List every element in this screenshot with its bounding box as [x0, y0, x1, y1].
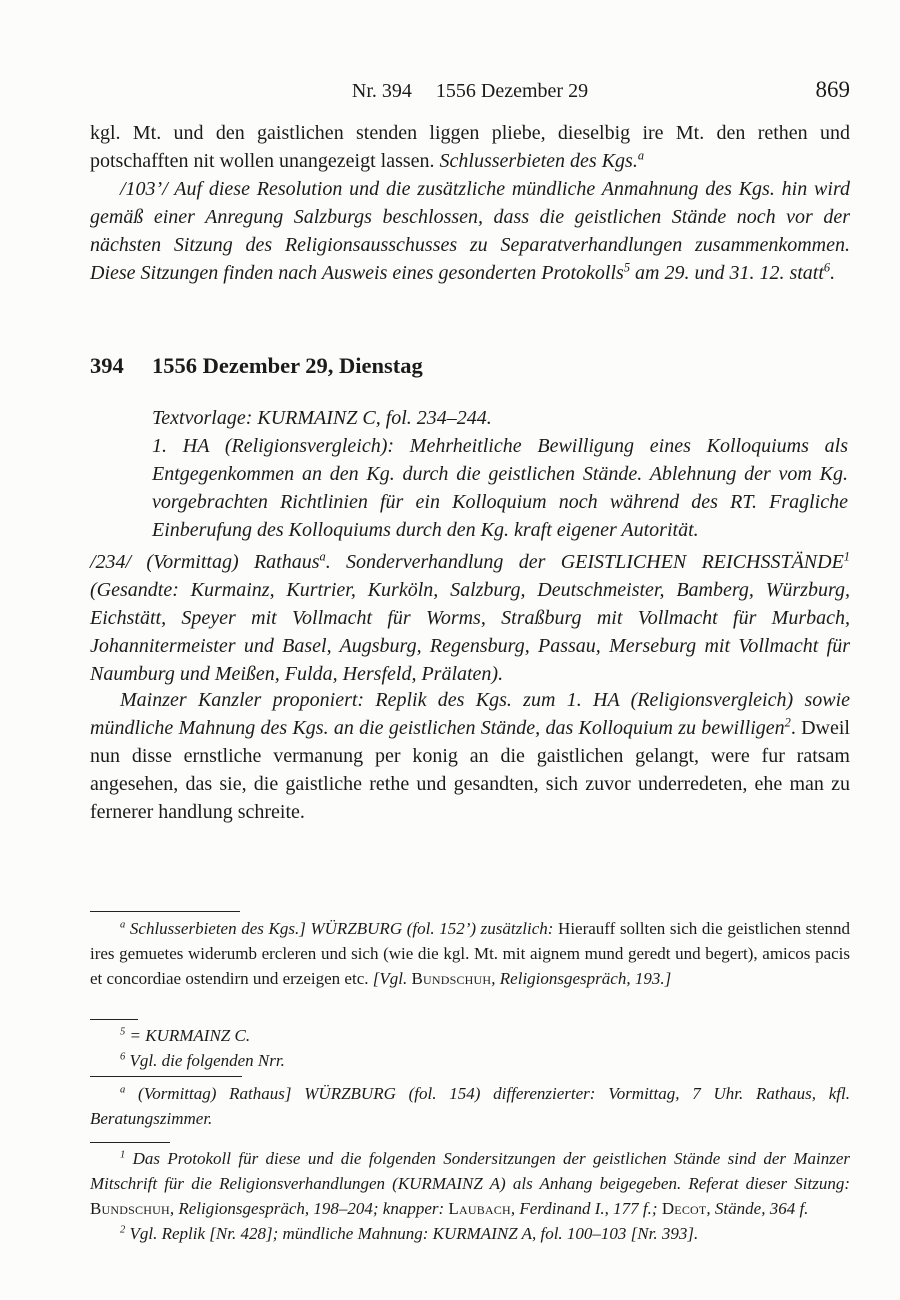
summary-text-3: .	[830, 262, 836, 284]
footnote-marker: a	[120, 919, 126, 931]
footnote-a1-quotation: Hierauff sollten sich die geistlichen stennd ires gemuetes widerumb ercleren und sich (wie die kgl. Mt. mit aignem mund geredt und begert), amicos pacis et concordiae ostendirn und erzeigen etc.	[90, 919, 851, 988]
footnote-a1-author: Bundschuh	[411, 969, 492, 988]
running-head-date: 1556 Dezember 29	[435, 80, 589, 102]
running-head	[90, 77, 850, 106]
footnote-marker: a	[637, 148, 645, 163]
footnote-a2	[90, 1081, 850, 1131]
source-note-block	[152, 404, 848, 544]
summary-text-1: /103’/ Auf diese Resolution und die zusätzliche mündliche Anmahnung des Kgs. hin wird gemäß einer Anregung Salzburgs beschlossen, dass die geistlichen Stände noch vor der nächsten Sitzung des Religionsausschusses zu Separatverhandlungen zusammenkommen. Diese Sitzungen finden nach Ausweis eines gesonderten Protokolls	[90, 178, 850, 284]
footnote-marker: 6	[120, 1051, 126, 1063]
footnote-1-author-1: Bundschuh	[90, 1199, 170, 1218]
footnote-5	[90, 1023, 850, 1048]
footnote-marker: 6	[823, 260, 831, 275]
proposition-roman-text: . Dweil nun disse ernstliche vermanung per konig an die gaistlichen gelangt, were fur ratsam angesehen, das sie, die gaistliche rethe und gesandten, sich zuvor underredeten, ehe man zu fernerer handlung schreite.	[90, 717, 850, 823]
footnote-2	[90, 1221, 850, 1246]
session-text-1: /234/ (Vormittag) Rathaus	[90, 551, 320, 573]
proposition-paragraph-block	[90, 686, 850, 826]
source-summary: 1. HA (Religionsvergleich): Mehrheitliche Bewilligung eines Kolloquiums als Entgegenkommen an den Kg. durch die geistlichen Stände. Ablehnung der vom Kg. vorgebrachten Richtlinien für ein Kolloquium noch während des RT. Fragliche Einberufung des Kolloquiums durch den Kg. kraft eigener Autorität.	[152, 435, 848, 541]
footnote-1-author-3: Decot	[661, 1199, 707, 1218]
footnote-5-text: = KURMAINZ C.	[129, 1026, 251, 1045]
page-number: 869	[815, 77, 850, 102]
continuation-paragraph	[90, 119, 850, 175]
footnote-rule	[90, 1076, 242, 1077]
continuation-roman-text: kgl. Mt. und den gaistlichen stenden liggen pliebe, dieselbig ire Mt. den rethen und potschafften nit wollen unangezeigt lassen.	[90, 122, 850, 172]
footnote-apparatus-a2	[90, 1081, 850, 1131]
session-paragraph	[90, 548, 850, 688]
footnote-6	[90, 1048, 850, 1073]
footnote-marker: a	[319, 549, 326, 564]
summary-paragraph	[90, 175, 850, 287]
running-head-entry-number: Nr. 394	[351, 80, 412, 102]
proposition-paragraph	[90, 686, 850, 826]
footnote-a2-text: (Vormittag) Rathaus] WÜRZBURG (fol. 154) differenzierter: Vormittag, 7 Uhr. Rathaus, kfl. Beratungszimmer.	[90, 1084, 851, 1128]
footnote-2-text: Vgl. Replik [Nr. 428]; mündliche Mahnung: KURMAINZ A, fol. 100–103 [Nr. 393].	[129, 1224, 699, 1243]
footnote-rule	[90, 1142, 170, 1143]
footnote-marker: 1	[843, 549, 850, 564]
footnote-1-author-2: Laubach	[448, 1199, 511, 1218]
entry-title: 1556 Dezember 29, Dienstag	[152, 353, 423, 378]
footnote-a1	[90, 916, 850, 991]
footnote-a1-ref-close: , Religionsgespräch, 193.]	[491, 969, 672, 988]
footnote-rule	[90, 911, 240, 912]
entry-number: 394	[90, 353, 124, 378]
footnote-marker: 1	[120, 1149, 126, 1161]
footnote-1	[90, 1146, 850, 1221]
running-head-title	[90, 80, 850, 103]
continuation-italic-text: Schlusserbieten des Kgs.	[439, 150, 638, 172]
session-text-3: (Gesandte: Kurmainz, Kurtrier, Kurköln, Salzburg, Deutschmeister, Bamberg, Würzburg, Eichstätt, Speyer mit Vollmacht für Worms, Straßburg mit Vollmacht für Murbach, Johannitermeister und Basel, Augsburg, Regensburg, Passau, Merseburg mit Vollmacht für Naumburg und Meißen, Fulda, Hersfeld, Prälaten).	[90, 579, 850, 685]
summary-text-2: am 29. und 31. 12. statt	[630, 262, 824, 284]
footnote-block-1-2	[90, 1146, 850, 1246]
footnote-a1-ref-open: [Vgl.	[372, 969, 412, 988]
intro-text-block	[90, 119, 850, 287]
source-line: Textvorlage: KURMAINZ C, fol. 234–244.	[152, 407, 492, 429]
footnote-marker: a	[120, 1084, 126, 1096]
proposition-italic-text: Mainzer Kanzler proponiert: Replik des Kgs. zum 1. HA (Religionsvergleich) sowie mündliche Mahnung des Kgs. an die geistlichen Stände, das Kolloquium zu bewilligen	[90, 689, 850, 739]
footnote-1-text-1: Das Protokoll für diese und die folgenden Sondersitzungen der geistlichen Stände sind der Mainzer Mitschrift für die Religionsverhandlungen (KURMAINZ A) als Anhang beigegeben. Referat dieser Sitzung:	[90, 1149, 851, 1193]
footnote-marker: 2	[784, 715, 791, 730]
footnote-6-text: Vgl. die folgenden Nrr.	[129, 1051, 285, 1070]
session-text-2: . Sonderverhandlung der GEISTLICHEN REICHSSTÄNDE	[325, 551, 844, 573]
footnote-marker: 5	[120, 1026, 126, 1038]
footnote-1-text-4: , Stände, 364 f.	[706, 1199, 809, 1218]
footnote-apparatus-a	[90, 916, 850, 991]
footnote-marker: 2	[120, 1224, 126, 1236]
footnote-1-text-2: , Religionsgespräch, 198–204; knapper:	[169, 1199, 449, 1218]
footnote-1-text-3: , Ferdinand I., 177 f.;	[510, 1199, 662, 1218]
footnote-a1-lemma: Schlusserbieten des Kgs.] WÜRZBURG (fol. 152’) zusätzlich:	[129, 919, 554, 938]
session-paragraph-block	[90, 548, 850, 688]
footnote-block-5-6	[90, 1023, 850, 1073]
footnote-rule	[90, 1019, 138, 1020]
footnote-marker: 5	[623, 260, 631, 275]
entry-heading	[90, 352, 850, 380]
